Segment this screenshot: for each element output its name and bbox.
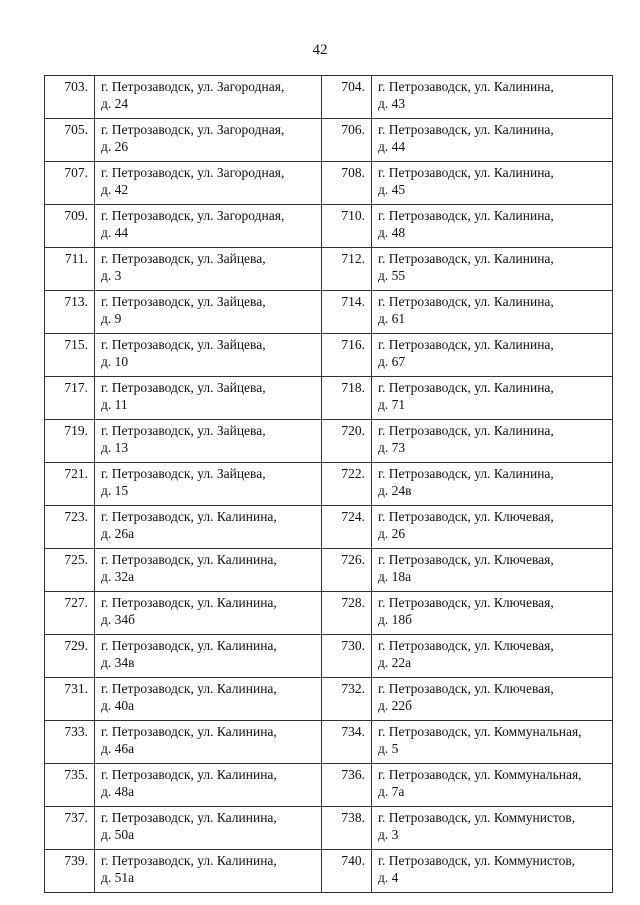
address-house-line: д. 48 — [378, 225, 406, 240]
entry-address-right — [372, 291, 613, 334]
entry-number-right: 708. — [322, 162, 372, 205]
address-street-line: г. Петрозаводск, ул. Коммунальная, — [378, 767, 582, 782]
table-row — [45, 205, 613, 248]
address-street-line: г. Петрозаводск, ул. Калинина, — [101, 810, 277, 825]
address-house-line: д. 5 — [378, 741, 399, 756]
entry-number-left: 719. — [45, 420, 95, 463]
address-house-line: д. 46а — [101, 741, 135, 756]
address-house-line: д. 50а — [101, 827, 135, 842]
address-street-line: г. Петрозаводск, ул. Коммунистов, — [378, 810, 576, 825]
entry-address-left — [95, 119, 322, 162]
entry-address-left — [95, 463, 322, 506]
entry-address-left — [95, 291, 322, 334]
entry-address-right — [372, 162, 613, 205]
entry-number-right: 730. — [322, 635, 372, 678]
entry-number-right: 704. — [322, 76, 372, 119]
address-street-line: г. Петрозаводск, ул. Ключевая, — [378, 595, 554, 610]
entry-address-right — [372, 807, 613, 850]
entry-number-left: 737. — [45, 807, 95, 850]
entry-number-left: 717. — [45, 377, 95, 420]
address-house-line: д. 9 — [101, 311, 122, 326]
address-house-line: д. 44 — [378, 139, 406, 154]
address-house-line: д. 61 — [378, 311, 406, 326]
address-house-line: д. 44 — [101, 225, 129, 240]
entry-number-left: 705. — [45, 119, 95, 162]
entry-number-left: 731. — [45, 678, 95, 721]
entry-address-left — [95, 162, 322, 205]
entry-number-left: 739. — [45, 850, 95, 893]
entry-address-right — [372, 721, 613, 764]
entry-address-left — [95, 205, 322, 248]
entry-number-right: 720. — [322, 420, 372, 463]
address-street-line: г. Петрозаводск, ул. Калинина, — [378, 423, 554, 438]
address-house-line: д. 24 — [101, 96, 129, 111]
address-street-line: г. Петрозаводск, ул. Калинина, — [378, 466, 554, 481]
entry-number-left: 733. — [45, 721, 95, 764]
entry-address-left — [95, 721, 322, 764]
address-house-line: д. 15 — [101, 483, 129, 498]
entry-address-left — [95, 592, 322, 635]
table-row — [45, 549, 613, 592]
entry-address-left — [95, 506, 322, 549]
address-street-line: г. Петрозаводск, ул. Калинина, — [101, 681, 277, 696]
entry-address-right — [372, 506, 613, 549]
address-house-line: д. 55 — [378, 268, 406, 283]
entry-address-left — [95, 76, 322, 119]
address-house-line: д. 40а — [101, 698, 135, 713]
entry-address-left — [95, 549, 322, 592]
address-house-line: д. 32а — [101, 569, 135, 584]
table-row — [45, 850, 613, 893]
entry-address-left — [95, 420, 322, 463]
entry-address-right — [372, 463, 613, 506]
address-street-line: г. Петрозаводск, ул. Загородная, — [101, 122, 285, 137]
address-house-line: д. 13 — [101, 440, 129, 455]
address-street-line: г. Петрозаводск, ул. Зайцева, — [101, 337, 266, 352]
table-row — [45, 119, 613, 162]
address-house-line: д. 34б — [101, 612, 135, 627]
address-street-line: г. Петрозаводск, ул. Зайцева, — [101, 251, 266, 266]
address-house-line: д. 4 — [378, 870, 399, 885]
address-house-line: д. 18а — [378, 569, 412, 584]
address-street-line: г. Петрозаводск, ул. Калинина, — [101, 638, 277, 653]
address-street-line: г. Петрозаводск, ул. Калинина, — [378, 79, 554, 94]
entry-address-right — [372, 205, 613, 248]
address-house-line: д. 24в — [378, 483, 412, 498]
address-house-line: д. 26 — [101, 139, 129, 154]
address-street-line: г. Петрозаводск, ул. Ключевая, — [378, 638, 554, 653]
address-house-line: д. 26а — [101, 526, 135, 541]
address-street-line: г. Петрозаводск, ул. Загородная, — [101, 79, 285, 94]
address-house-line: д. 22б — [378, 698, 412, 713]
entry-number-right: 724. — [322, 506, 372, 549]
entry-number-right: 712. — [322, 248, 372, 291]
address-street-line: г. Петрозаводск, ул. Зайцева, — [101, 294, 266, 309]
address-house-line: д. 71 — [378, 397, 406, 412]
address-house-line: д. 42 — [101, 182, 129, 197]
address-street-line: г. Петрозаводск, ул. Калинина, — [101, 552, 277, 567]
table-row — [45, 592, 613, 635]
entry-number-right: 716. — [322, 334, 372, 377]
entry-number-left: 727. — [45, 592, 95, 635]
entry-address-left — [95, 807, 322, 850]
entry-number-left: 713. — [45, 291, 95, 334]
entry-number-right: 736. — [322, 764, 372, 807]
entry-number-right: 722. — [322, 463, 372, 506]
address-house-line: д. 73 — [378, 440, 406, 455]
address-house-line: д. 22а — [378, 655, 412, 670]
address-house-line: д. 18б — [378, 612, 412, 627]
address-street-line: г. Петрозаводск, ул. Коммунальная, — [378, 724, 582, 739]
entry-address-right — [372, 377, 613, 420]
address-street-line: г. Петрозаводск, ул. Зайцева, — [101, 466, 266, 481]
entry-number-left: 707. — [45, 162, 95, 205]
address-house-line: д. 48а — [101, 784, 135, 799]
entry-number-right: 714. — [322, 291, 372, 334]
entry-number-right: 706. — [322, 119, 372, 162]
entry-address-right — [372, 549, 613, 592]
entry-address-left — [95, 635, 322, 678]
entry-address-right — [372, 420, 613, 463]
table-row — [45, 291, 613, 334]
address-street-line: г. Петрозаводск, ул. Калинина, — [378, 122, 554, 137]
entry-address-right — [372, 764, 613, 807]
address-street-line: г. Петрозаводск, ул. Калинина, — [378, 165, 554, 180]
entry-address-right — [372, 850, 613, 893]
entry-number-left: 735. — [45, 764, 95, 807]
address-street-line: г. Петрозаводск, ул. Загородная, — [101, 165, 285, 180]
table-row — [45, 506, 613, 549]
address-street-line: г. Петрозаводск, ул. Зайцева, — [101, 423, 266, 438]
entry-address-left — [95, 334, 322, 377]
entry-number-left: 723. — [45, 506, 95, 549]
address-street-line: г. Петрозаводск, ул. Ключевая, — [378, 681, 554, 696]
address-street-line: г. Петрозаводск, ул. Ключевая, — [378, 509, 554, 524]
table-row — [45, 463, 613, 506]
address-house-line: д. 3 — [101, 268, 122, 283]
table-row — [45, 678, 613, 721]
entry-number-left: 709. — [45, 205, 95, 248]
entry-address-right — [372, 334, 613, 377]
table-row — [45, 162, 613, 205]
address-street-line: г. Петрозаводск, ул. Ключевая, — [378, 552, 554, 567]
entry-number-right: 734. — [322, 721, 372, 764]
entry-address-right — [372, 119, 613, 162]
entry-address-left — [95, 248, 322, 291]
entry-address-right — [372, 635, 613, 678]
entry-address-left — [95, 764, 322, 807]
entry-number-right: 738. — [322, 807, 372, 850]
entry-address-left — [95, 850, 322, 893]
entry-number-right: 728. — [322, 592, 372, 635]
entry-number-left: 703. — [45, 76, 95, 119]
entry-number-left: 729. — [45, 635, 95, 678]
address-street-line: г. Петрозаводск, ул. Калинина, — [378, 208, 554, 223]
address-house-line: д. 45 — [378, 182, 406, 197]
address-street-line: г. Петрозаводск, ул. Калинина, — [378, 251, 554, 266]
address-street-line: г. Петрозаводск, ул. Калинина, — [101, 767, 277, 782]
address-street-line: г. Петрозаводск, ул. Калинина, — [101, 853, 277, 868]
address-house-line: д. 3 — [378, 827, 399, 842]
entry-number-right: 726. — [322, 549, 372, 592]
address-table — [44, 75, 613, 893]
address-house-line: д. 10 — [101, 354, 129, 369]
address-house-line: д. 11 — [101, 397, 128, 412]
address-street-line: г. Петрозаводск, ул. Загородная, — [101, 208, 285, 223]
entry-number-right: 732. — [322, 678, 372, 721]
address-house-line: д. 26 — [378, 526, 406, 541]
address-street-line: г. Петрозаводск, ул. Калинина, — [101, 509, 277, 524]
table-row — [45, 248, 613, 291]
table-row — [45, 377, 613, 420]
address-street-line: г. Петрозаводск, ул. Калинина, — [101, 595, 277, 610]
entry-number-left: 715. — [45, 334, 95, 377]
entry-address-right — [372, 76, 613, 119]
table-row — [45, 764, 613, 807]
table-row — [45, 334, 613, 377]
entry-address-right — [372, 248, 613, 291]
table-row — [45, 721, 613, 764]
entry-number-right: 710. — [322, 205, 372, 248]
page-number: 42 — [312, 42, 328, 58]
entry-number-right: 740. — [322, 850, 372, 893]
address-table-body — [45, 76, 613, 893]
address-house-line: д. 67 — [378, 354, 406, 369]
table-row — [45, 420, 613, 463]
entry-address-left — [95, 678, 322, 721]
entry-address-right — [372, 592, 613, 635]
address-street-line: г. Петрозаводск, ул. Калинина, — [101, 724, 277, 739]
table-row — [45, 76, 613, 119]
address-street-line: г. Петрозаводск, ул. Калинина, — [378, 294, 554, 309]
table-row — [45, 635, 613, 678]
entry-number-left: 721. — [45, 463, 95, 506]
address-house-line: д. 7а — [378, 784, 405, 799]
address-street-line: г. Петрозаводск, ул. Калинина, — [378, 380, 554, 395]
address-house-line: д. 51а — [101, 870, 135, 885]
address-house-line: д. 34в — [101, 655, 135, 670]
address-house-line: д. 43 — [378, 96, 406, 111]
entry-address-left — [95, 377, 322, 420]
address-street-line: г. Петрозаводск, ул. Зайцева, — [101, 380, 266, 395]
entry-number-left: 725. — [45, 549, 95, 592]
entry-address-right — [372, 678, 613, 721]
address-street-line: г. Петрозаводск, ул. Калинина, — [378, 337, 554, 352]
entry-number-left: 711. — [45, 248, 95, 291]
table-row — [45, 807, 613, 850]
entry-number-right: 718. — [322, 377, 372, 420]
address-street-line: г. Петрозаводск, ул. Коммунистов, — [378, 853, 576, 868]
